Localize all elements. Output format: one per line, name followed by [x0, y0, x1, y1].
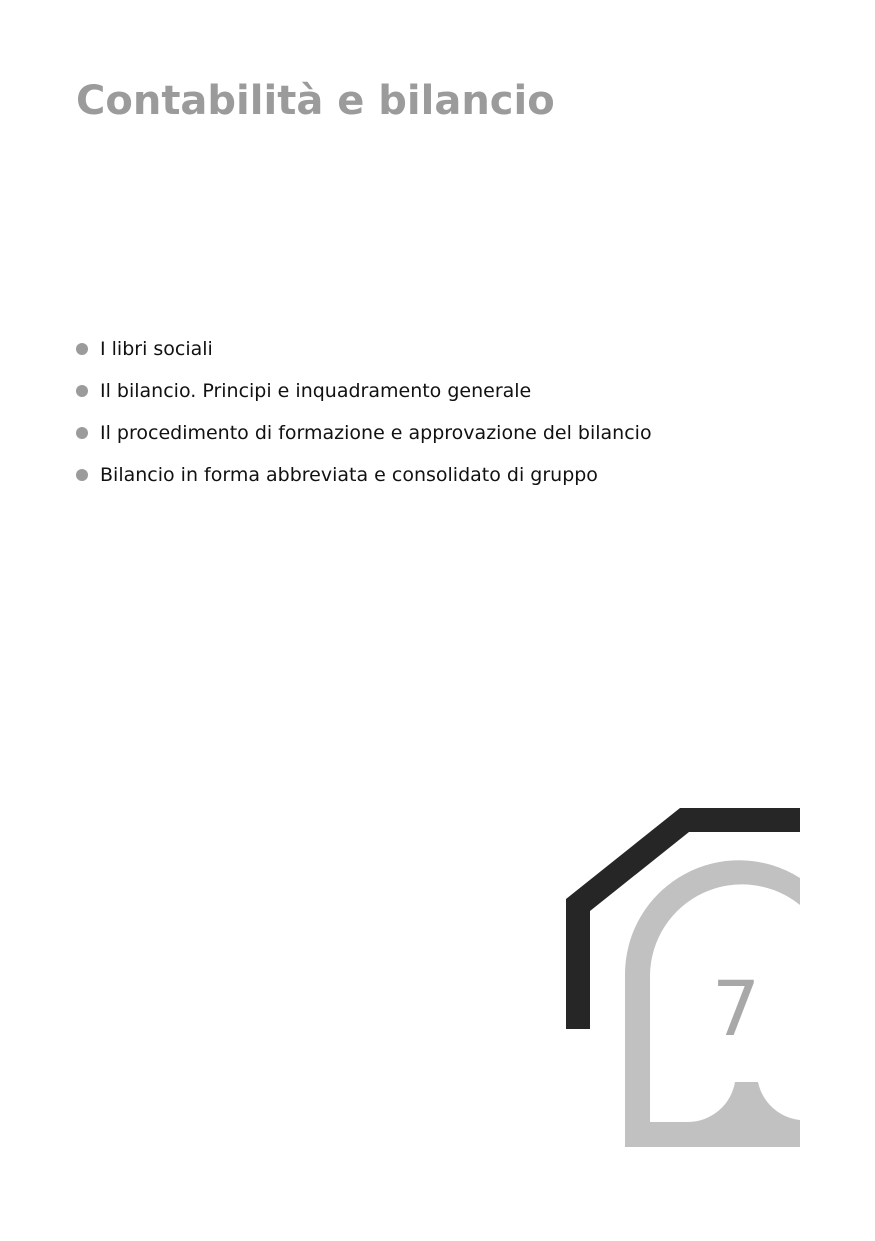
list-item: [76, 370, 652, 412]
topic-text: Bilancio in forma abbreviata e consolidato di gruppo: [100, 464, 598, 486]
topic-text: Il bilancio. Principi e inquadramento generale: [100, 380, 532, 402]
topic-text: I libri sociali: [100, 338, 213, 360]
topic-text: Il procedimento di formazione e approvazione del bilancio: [100, 422, 652, 444]
bullet-icon: [76, 343, 88, 355]
topic-list: [76, 328, 652, 496]
list-item: [76, 328, 652, 370]
chapter-title: Contabilità e bilancio: [76, 78, 555, 124]
bullet-icon: [76, 385, 88, 397]
bullet-icon: [76, 469, 88, 481]
list-item: [76, 412, 652, 454]
chapter-number: 7: [711, 964, 761, 1053]
bullet-icon: [76, 427, 88, 439]
list-item: [76, 454, 652, 496]
